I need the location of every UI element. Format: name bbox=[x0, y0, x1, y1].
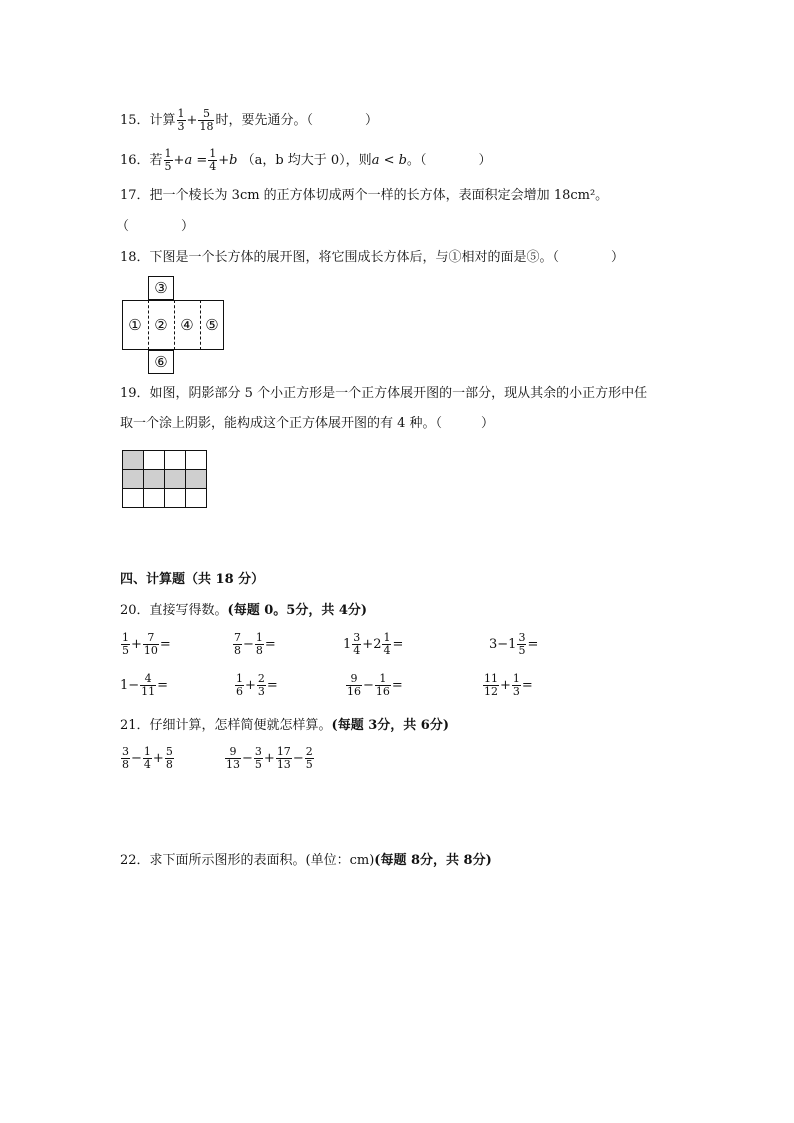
grid-cell-shaded bbox=[186, 470, 207, 489]
square-grid-figure bbox=[122, 450, 207, 508]
simplify-expression-2: $\frac{9}{13}$ − $\frac{3}{5}$ + $\frac{17}{13}$ − $\frac{2}{5}$ bbox=[226, 745, 313, 771]
grid-cell[interactable] bbox=[144, 451, 165, 470]
cuboid-net-figure bbox=[122, 276, 224, 374]
net-face-5: ⑤ bbox=[205, 316, 219, 334]
calc-expression-3: 1 $\frac{3}{4}$ +2 $\frac{1}{4}$ = bbox=[343, 631, 404, 657]
grid-cell[interactable] bbox=[123, 489, 144, 508]
fraction: $\frac{1}{5}$ bbox=[164, 147, 172, 173]
calc-expression-2: $\frac{7}{8}$ − $\frac{1}{8}$ = bbox=[234, 631, 276, 657]
grid-cell[interactable] bbox=[186, 451, 207, 470]
grid-cell-shaded bbox=[144, 470, 165, 489]
question-20: 20．直接写得数。(每题 0。5分，共 4分) bbox=[120, 603, 368, 618]
grid-cell[interactable] bbox=[186, 489, 207, 508]
q15-text: 15．计算 bbox=[120, 113, 176, 128]
question-19-line2: 取一个涂上阴影，能构成这个正方体展开图的有 4 种。（ ） bbox=[120, 416, 495, 431]
calc-expression-1: $\frac{1}{5}$ + $\frac{7}{10}$ = bbox=[122, 631, 171, 657]
question-19-line1: 19．如图，阴影部分 5 个小正方形是一个正方体展开图的一部分，现从其余的小正方形中任 bbox=[120, 386, 648, 401]
calc-expression-5: 1− $\frac{4}{11}$ = bbox=[120, 672, 169, 698]
grid-cell[interactable] bbox=[144, 489, 165, 508]
question-16: 16．若 $\frac{1}{5}$ +a = $\frac{1}{4}$ +b （a，b 均大于 0），则a < b。（ ） bbox=[120, 147, 492, 173]
fraction: $\frac{1}{3}$ bbox=[177, 107, 185, 133]
grid-cell[interactable] bbox=[165, 451, 186, 470]
calc-expression-4: 3−1 $\frac{3}{5}$ = bbox=[489, 631, 539, 657]
answer-blank[interactable]: （ ） bbox=[552, 250, 625, 265]
question-22: 22．求下面所示图形的表面积。(单位：cm)(每题 8分，共 8分) bbox=[120, 853, 492, 868]
net-face-4: ④ bbox=[180, 316, 194, 334]
fraction: $\frac{5}{18}$ bbox=[199, 107, 214, 133]
answer-blank[interactable]: （ ） bbox=[116, 219, 195, 234]
net-face-3: ③ bbox=[148, 276, 174, 300]
grid-cell-shaded bbox=[123, 470, 144, 489]
calc-expression-8: $\frac{11}{12}$ + $\frac{1}{3}$ = bbox=[484, 672, 533, 698]
fraction: $\frac{1}{4}$ bbox=[209, 147, 217, 173]
calc-expression-6: $\frac{1}{6}$ + $\frac{2}{3}$ = bbox=[236, 672, 278, 698]
question-17: 17．把一个棱长为 3cm 的正方体切成两个一样的长方体，表面积定会增加 18cm²。 bbox=[120, 188, 609, 203]
question-21: 21．仔细计算，怎样简便就怎样算。(每题 3分，共 6分) bbox=[120, 718, 449, 733]
grid-cell[interactable] bbox=[165, 489, 186, 508]
grid-cell-shaded bbox=[123, 451, 144, 470]
simplify-expression-1: $\frac{3}{8}$ − $\frac{1}{4}$ + $\frac{5}{8}$ bbox=[122, 745, 173, 771]
answer-blank[interactable]: （ ） bbox=[306, 113, 378, 128]
net-face-1: ① bbox=[128, 316, 142, 334]
section-heading: 四、计算题（共 18 分） bbox=[120, 572, 265, 587]
question-15: 15．计算 $\frac{1}{3}$ + $\frac{5}{18}$ 时，要先通分。（ ） bbox=[120, 107, 378, 133]
answer-blank[interactable]: （ ） bbox=[435, 416, 495, 431]
net-face-6: ⑥ bbox=[148, 350, 174, 374]
answer-blank[interactable]: （ ） bbox=[419, 153, 492, 168]
net-face-2: ② bbox=[154, 316, 168, 334]
calc-expression-7: $\frac{9}{16}$ − $\frac{1}{16}$ = bbox=[347, 672, 403, 698]
grid-cell-shaded bbox=[165, 470, 186, 489]
question-18: 18．下图是一个长方体的展开图，将它围成长方体后，与①相对的面是⑤。（ ） bbox=[120, 250, 625, 265]
